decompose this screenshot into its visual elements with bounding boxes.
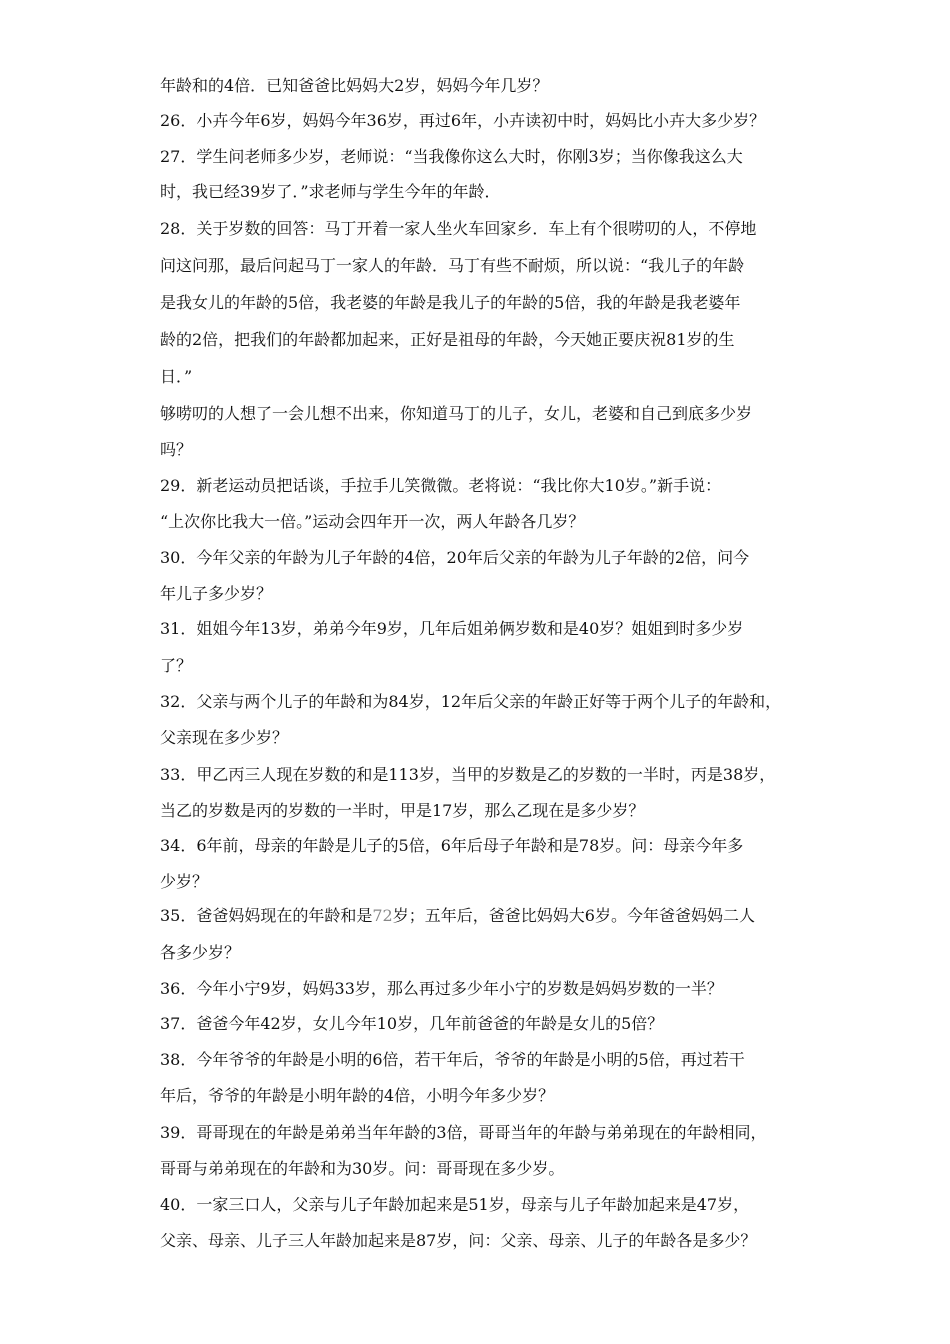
question-35 <box>160 906 755 926</box>
text-line: 当乙的岁数是丙的岁数的一半时，甲是17岁，那么乙现在是多少岁？ <box>160 801 645 820</box>
text-line: 年后，爷爷的年龄是小明年龄的4倍，小明今年多少岁？ <box>160 1086 555 1105</box>
text-line: 够唠叨的人想了一会儿想不出来，你知道马丁的儿子，女儿，老婆和自己到底多少岁 <box>160 404 753 423</box>
text-line: 问这问那，最后问起马丁一家人的年龄．马丁有些不耐烦，所以说：“我儿子的年龄 <box>160 256 745 275</box>
text-line: 时，我已经39岁了．”求老师与学生今年的年龄． <box>160 182 501 201</box>
question-37: 37．爸爸今年42岁，女儿今年10岁，几年前爸爸的年龄是女儿的5倍？ <box>160 1014 664 1033</box>
q35-number-6: 6 <box>584 906 595 925</box>
text-line: 吗？ <box>160 440 193 459</box>
question-34: 34．6年前，母亲的年龄是儿子的5倍，6年后母子年龄和是78岁。问：母亲今年多 <box>160 836 744 855</box>
question-28: 28．关于岁数的回答：马丁开着一家人坐火车回家乡．车上有个很唠叨的人，不停地 <box>160 219 757 238</box>
question-27: 27．学生问老师多少岁，老师说：“当我像你这么大时，你刚3岁；当你像我这么大 <box>160 147 743 166</box>
question-36: 36．今年小宁9岁，妈妈33岁，那么再过多少年小宁的岁数是妈妈岁数的一半？ <box>160 979 723 998</box>
text-line: 年儿子多少岁？ <box>160 584 273 603</box>
question-38: 38．今年爷爷的年龄是小明的6倍，若干年后，爷爷的年龄是小明的5倍，再过若干 <box>160 1050 745 1069</box>
q35-text-start: 35．爸爸妈妈现在的年龄和是 <box>160 906 373 925</box>
text-line: 少岁？ <box>160 872 209 891</box>
text-line: 龄的2倍，把我们的年龄都加起来，正好是祖母的年龄，今天她正要庆祝81岁的生 <box>160 330 735 349</box>
q35-text-mid: 岁；五年后，爸爸比妈妈大 <box>392 906 585 925</box>
q35-text-end: 岁。今年爸爸妈妈二人 <box>594 906 755 925</box>
question-39: 39．哥哥现在的年龄是弟弟当年年龄的3倍，哥哥当年的年龄与弟弟现在的年龄相同， <box>160 1123 767 1142</box>
question-26: 26．小卉今年6岁，妈妈今年36岁，再过6年，小卉读初中时，妈妈比小卉大多少岁？ <box>160 111 766 130</box>
text-line: 各多少岁？ <box>160 943 241 962</box>
text-line: 父亲、母亲、儿子三人年龄加起来是87岁，问：父亲、母亲、儿子的年龄各是多少？ <box>160 1231 757 1250</box>
question-33: 33．甲乙丙三人现在岁数的和是113岁，当甲的岁数是乙的岁数的一半时，丙是38岁， <box>160 765 776 784</box>
question-40: 40．一家三口人，父亲与儿子年龄加起来是51岁，母亲与儿子年龄加起来是47岁， <box>160 1195 750 1214</box>
text-line: 是我女儿的年龄的5倍，我老婆的年龄是我儿子的年龄的5倍，我的年龄是我老婆年 <box>160 293 741 312</box>
text-line: 日．” <box>160 367 193 386</box>
text-line: “上次你比我大一倍。”运动会四年开一次，两人年龄各几岁？ <box>160 512 585 531</box>
text-line: 年龄和的4倍．已知爸爸比妈妈大2岁，妈妈今年几岁？ <box>160 76 549 95</box>
text-line: 父亲现在多少岁？ <box>160 728 289 747</box>
q35-number-72: 72 <box>372 906 393 925</box>
question-32: 32．父亲与两个儿子的年龄和为84岁，12年后父亲的年龄正好等于两个儿子的年龄和， <box>160 692 782 711</box>
question-31: 31．姐姐今年13岁，弟弟今年9岁，几年后姐弟俩岁数和是40岁？姐姐到时多少岁 <box>160 619 744 638</box>
text-line: 了？ <box>160 656 193 675</box>
text-line: 哥哥与弟弟现在的年龄和为30岁。问：哥哥现在多少岁。 <box>160 1159 565 1178</box>
question-29: 29．新老运动员把话谈，手拉手儿笑微微。老将说：“我比你大10岁。”新手说： <box>160 476 722 495</box>
question-30: 30．今年父亲的年龄为儿子年龄的4倍，20年后父亲的年龄为儿子年龄的2倍，问今 <box>160 548 750 567</box>
